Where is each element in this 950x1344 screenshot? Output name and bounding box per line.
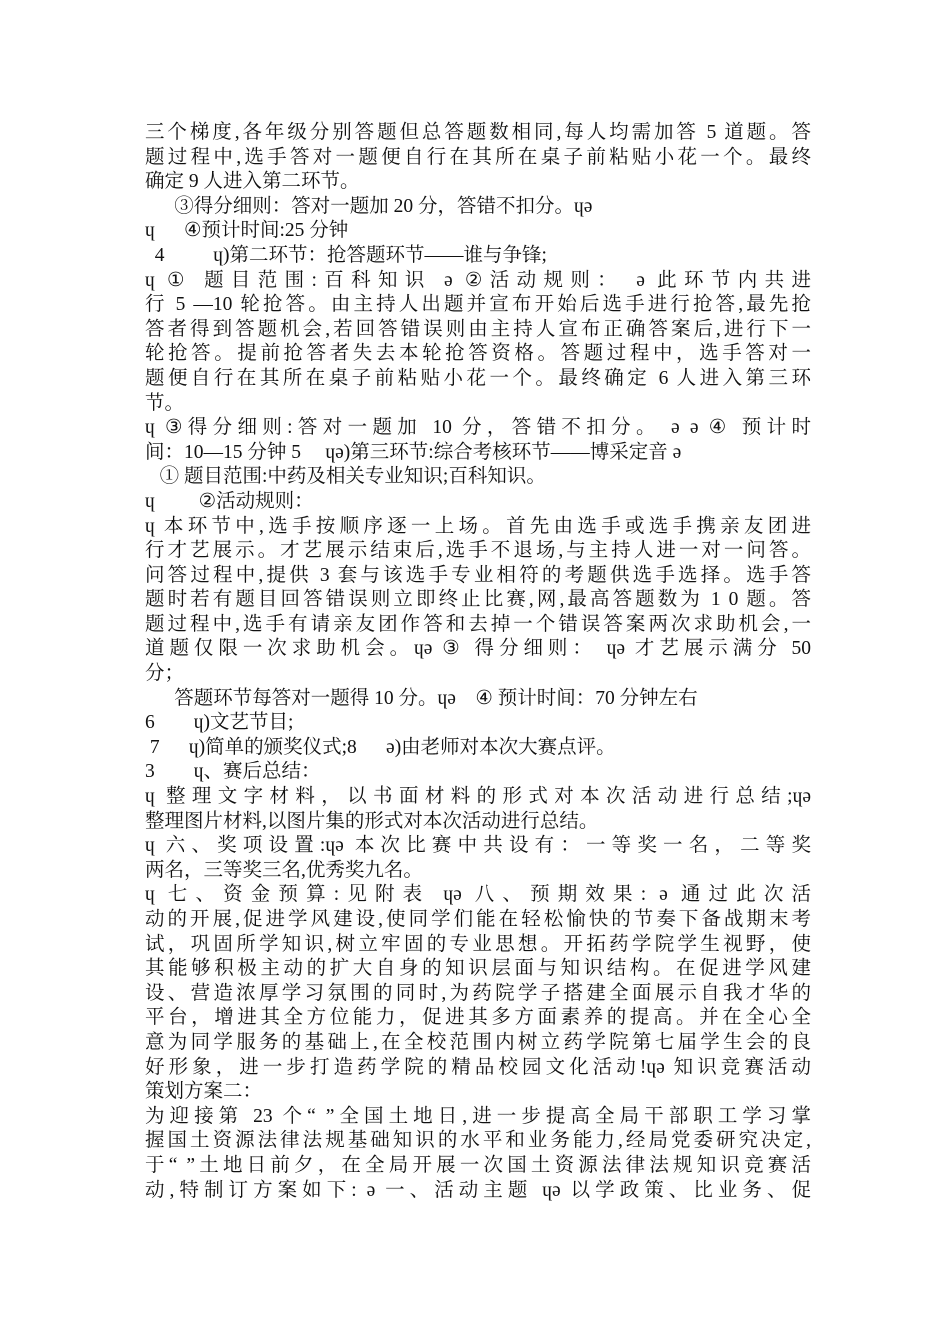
text-line: 试，巩固所学知识,树立牢固的专业思想。开拓药学院学生视野，使 xyxy=(145,933,811,955)
text-line: 为迎接第 23 个“ ”全国土地日,进一步提高全局干部职工学习掌 xyxy=(145,1105,811,1127)
text-line: 4 ɥ)第二环节：抢答题环节——谁与争锋; xyxy=(145,244,547,266)
text-line: ɥ 六、奖项设置:ɥə 本次比赛中共设有：一等奖一名，二等奖 xyxy=(145,835,811,857)
text-line: 题过程中,选手答对一题便自行在其所在桌子前粘贴小花一个。最终 xyxy=(145,146,811,168)
text-line: 动的开展,促进学风建设,使同学们能在轻松愉快的节奏下备战期末考 xyxy=(145,909,811,930)
text-line: 确定 9 人进入第二环节。 xyxy=(145,171,360,193)
text-line: 行 5 —10 轮抢答。由主持人出题并宣布开始后选手进行抢答,最先抢 xyxy=(145,294,811,316)
text-line: 3 ɥ、赛后总结： xyxy=(145,761,321,783)
text-line: ɥ ① 题目范围:百科知识 ə ②活动规则： ə 此环节内共进 xyxy=(145,269,811,291)
text-line: 答者得到答题机会,若回答错误则由主持人宣布正确答案后,进行下一 xyxy=(145,318,811,340)
document-body xyxy=(145,121,811,1203)
text-line: 策划方案二： xyxy=(145,1081,263,1103)
text-line: ɥ 七、资金预算:见附表 ɥə 八、预期效果: ə 通过此次活 xyxy=(145,884,811,906)
text-line: 题时若有题目回答错误则立即终止比赛,网,最高答题数为 1 0 题。答 xyxy=(145,589,811,611)
text-line: ɥ 本环节中,选手按顺序逐一上场。首先由选手或选手携亲友团进 xyxy=(145,515,811,537)
text-line: 意为同学服务的基础上,在全校范围内树立药学院第七届学生会的良 xyxy=(145,1031,811,1053)
text-line: 于“ ”土地日前夕，在全局开展一次国土资源法律法规知识竞赛活 xyxy=(145,1154,811,1176)
text-line: 整理图片材料,以图片集的形式对本次活动进行总结。 xyxy=(145,810,599,832)
text-line: 题过程中,选手有请亲友团作答和去掉一个错误答案两次求助机会,一 xyxy=(145,613,811,635)
text-line: ɥ ④预计时间:25 分钟 xyxy=(145,220,349,242)
text-line: 设、营造浓厚学习氛围的同时,为药院学子搭建全面展示自我才华的 xyxy=(145,982,811,1004)
text-line: 握国土资源法律法规基础知识的水平和业务能力,经局党委研究决定, xyxy=(145,1130,811,1152)
text-line: 答题环节每答对一题得 10 分。ɥə ④ 预计时间：70 分钟左右 xyxy=(145,687,698,709)
text-line: ɥ 整理文字材料，以书面材料的形式对本次活动进行总结;ɥə xyxy=(145,786,811,808)
text-line: 三个梯度,各年级分别答题但总答题数相同,每人均需加答 5 道题。答 xyxy=(145,122,811,143)
text-line: 行才艺展示。才艺展示结束后,选手不退场,与主持人进一对一问答。 xyxy=(145,540,811,562)
text-line: 6 ɥ)文艺节目; xyxy=(145,712,294,734)
text-line: 动,特制订方案如下: ə 一、活动主题 ɥə 以学政策、比业务、促 xyxy=(145,1179,811,1201)
text-line: 两名，三等奖三名,优秀奖九名。 xyxy=(145,859,423,881)
text-line: 分； xyxy=(145,663,185,685)
text-line: 问答过程中,提供 3 套与该选手专业相符的考题供选手选择。选手答 xyxy=(145,564,811,586)
text-line: 间：10—15 分钟 5 ɥə)第三环节:综合考核环节——博采定音 ə xyxy=(145,441,682,463)
text-line: 好形象，进一步打造药学院的精品校园文化活动!ɥə 知识竞赛活动 xyxy=(145,1056,811,1078)
text-line: 其能够积极主动的扩大自身的知识层面与知识结构。在促进学风建 xyxy=(145,958,811,980)
text-line: 轮抢答。提前抢答者失去本轮抢答资格。答题过程中，选手答对一 xyxy=(145,343,811,365)
text-line: 节。 xyxy=(145,392,185,414)
text-line: 题便自行在其所在桌子前粘贴小花一个。最终确定 6 人进入第三环 xyxy=(145,367,811,389)
text-line: ɥ ③得分细则:答对一题加 10 分，答错不扣分。 ə ə ④ 预计时 xyxy=(145,417,811,439)
text-line: 7 ɥ)简单的颁奖仪式;8 ə)由老师对本次大赛点评。 xyxy=(145,736,616,758)
text-line: ③得分细则：答对一题加 20 分，答错不扣分。ɥə xyxy=(145,195,593,217)
text-line: ① 题目范围:中药及相关专业知识;百科知识。 xyxy=(145,466,546,488)
text-line: 平台，增进其全方位能力，促进其多方面素养的提高。并在全心全 xyxy=(145,1007,811,1029)
text-line: ɥ ②活动规则： xyxy=(145,490,314,512)
text-line: 道题仅限一次求助机会。ɥə ③ 得分细则： ɥə 才艺展示满分 50 xyxy=(145,638,811,660)
